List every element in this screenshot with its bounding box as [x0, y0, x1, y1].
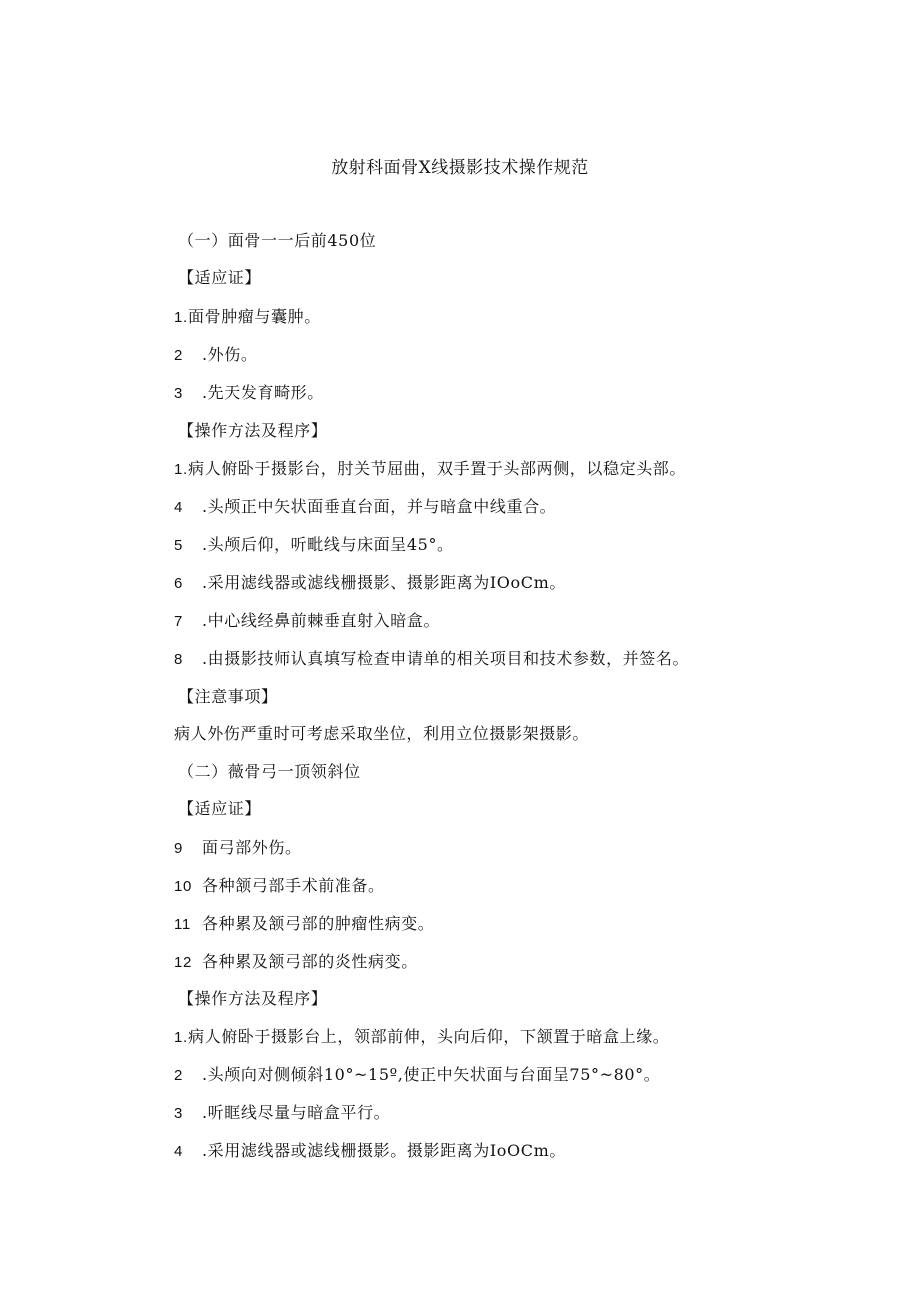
item-text: .外伤。: [202, 345, 258, 364]
list-item: [174, 647, 689, 672]
item-number: 10: [174, 878, 192, 895]
list-item: [174, 1139, 566, 1164]
item-text: .头颅后仰，听毗线与床面呈45°。: [202, 535, 454, 554]
list-item: [174, 571, 566, 596]
list-item: [174, 874, 385, 899]
item-number: 3: [174, 1105, 183, 1122]
item-text: .中心线经鼻前棘垂直射入暗盒。: [202, 611, 441, 630]
item-text: .听眶线尽量与暗盒平行。: [202, 1103, 391, 1122]
item-text: 各种累及颔弓部的炎性病变。: [202, 952, 418, 971]
notes-label: 【注意事项】: [178, 687, 278, 706]
item-text: 面弓部外伤。: [202, 838, 302, 857]
item-text: .先天发育畸形。: [202, 383, 324, 402]
document-title: 放射科面骨X线摄影技术操作规范: [331, 158, 589, 178]
list-item: [174, 1025, 669, 1050]
item-number: 1.: [174, 461, 188, 478]
list-item: [174, 381, 324, 406]
list-item: [174, 836, 302, 861]
procedure-label: 【操作方法及程序】: [178, 421, 328, 440]
item-number: 2: [174, 1067, 183, 1084]
item-number: 5: [174, 537, 183, 554]
item-number: 2: [174, 347, 183, 364]
item-number: 12: [174, 954, 192, 971]
item-text: .头颅正中矢状面垂直台面，并与暗盒中线重合。: [202, 497, 557, 516]
list-item: [174, 495, 556, 520]
list-item: [174, 457, 686, 482]
list-item: [174, 305, 321, 330]
item-number: 4: [174, 499, 183, 516]
list-item: [174, 533, 454, 558]
item-text: 面骨肿瘤与囊肿。: [188, 307, 321, 326]
item-text: 各种累及颔弓部的肿瘤性病变。: [202, 914, 435, 933]
item-text: 各种颔弓部手术前准备。: [202, 876, 385, 895]
list-item: [174, 912, 434, 937]
item-number: 1.: [174, 1029, 188, 1046]
item-number: 11: [174, 916, 191, 933]
procedure-label: 【操作方法及程序】: [178, 989, 328, 1008]
item-text: .由摄影技师认真填写检查申请单的相关项目和技术参数，并签名。: [202, 649, 690, 668]
item-number: 6: [174, 575, 183, 592]
list-item: [174, 609, 440, 634]
item-text: .采用滤线器或滤线栅摄影、摄影距离为IOoCm。: [202, 573, 566, 592]
item-number: 3: [174, 385, 183, 402]
list-item: [174, 343, 258, 368]
item-text: 病人俯卧于摄影台上，领部前伸，头向后仰，下颔置于暗盒上缘。: [188, 1027, 670, 1046]
item-text: .采用滤线器或滤线栅摄影。摄影距离为IoOCm。: [202, 1141, 566, 1160]
list-item: [174, 1063, 660, 1088]
section-heading: （二）薇骨弓一顶领斜位: [178, 762, 361, 781]
item-number: 7: [174, 613, 183, 630]
list-item: [174, 950, 418, 975]
indications-label: 【适应证】: [178, 268, 262, 287]
item-number: 1.: [174, 309, 188, 326]
section-heading: （一）面骨一一后前450位: [178, 231, 377, 250]
indications-label: 【适应证】: [178, 799, 262, 818]
item-text: 病人俯卧于摄影台，肘关节屈曲，双手置于头部两侧，以稳定头部。: [188, 459, 687, 478]
item-number: 9: [174, 840, 183, 857]
list-item: [174, 1101, 390, 1126]
item-number: 4: [174, 1143, 183, 1160]
item-text: .头颅向对侧倾斜10°~15º,使正中矢状面与台面呈75°~80°。: [202, 1065, 661, 1084]
item-number: 8: [174, 651, 183, 668]
notes-text: 病人外伤严重时可考虑采取坐位，利用立位摄影架摄影。: [174, 724, 590, 743]
